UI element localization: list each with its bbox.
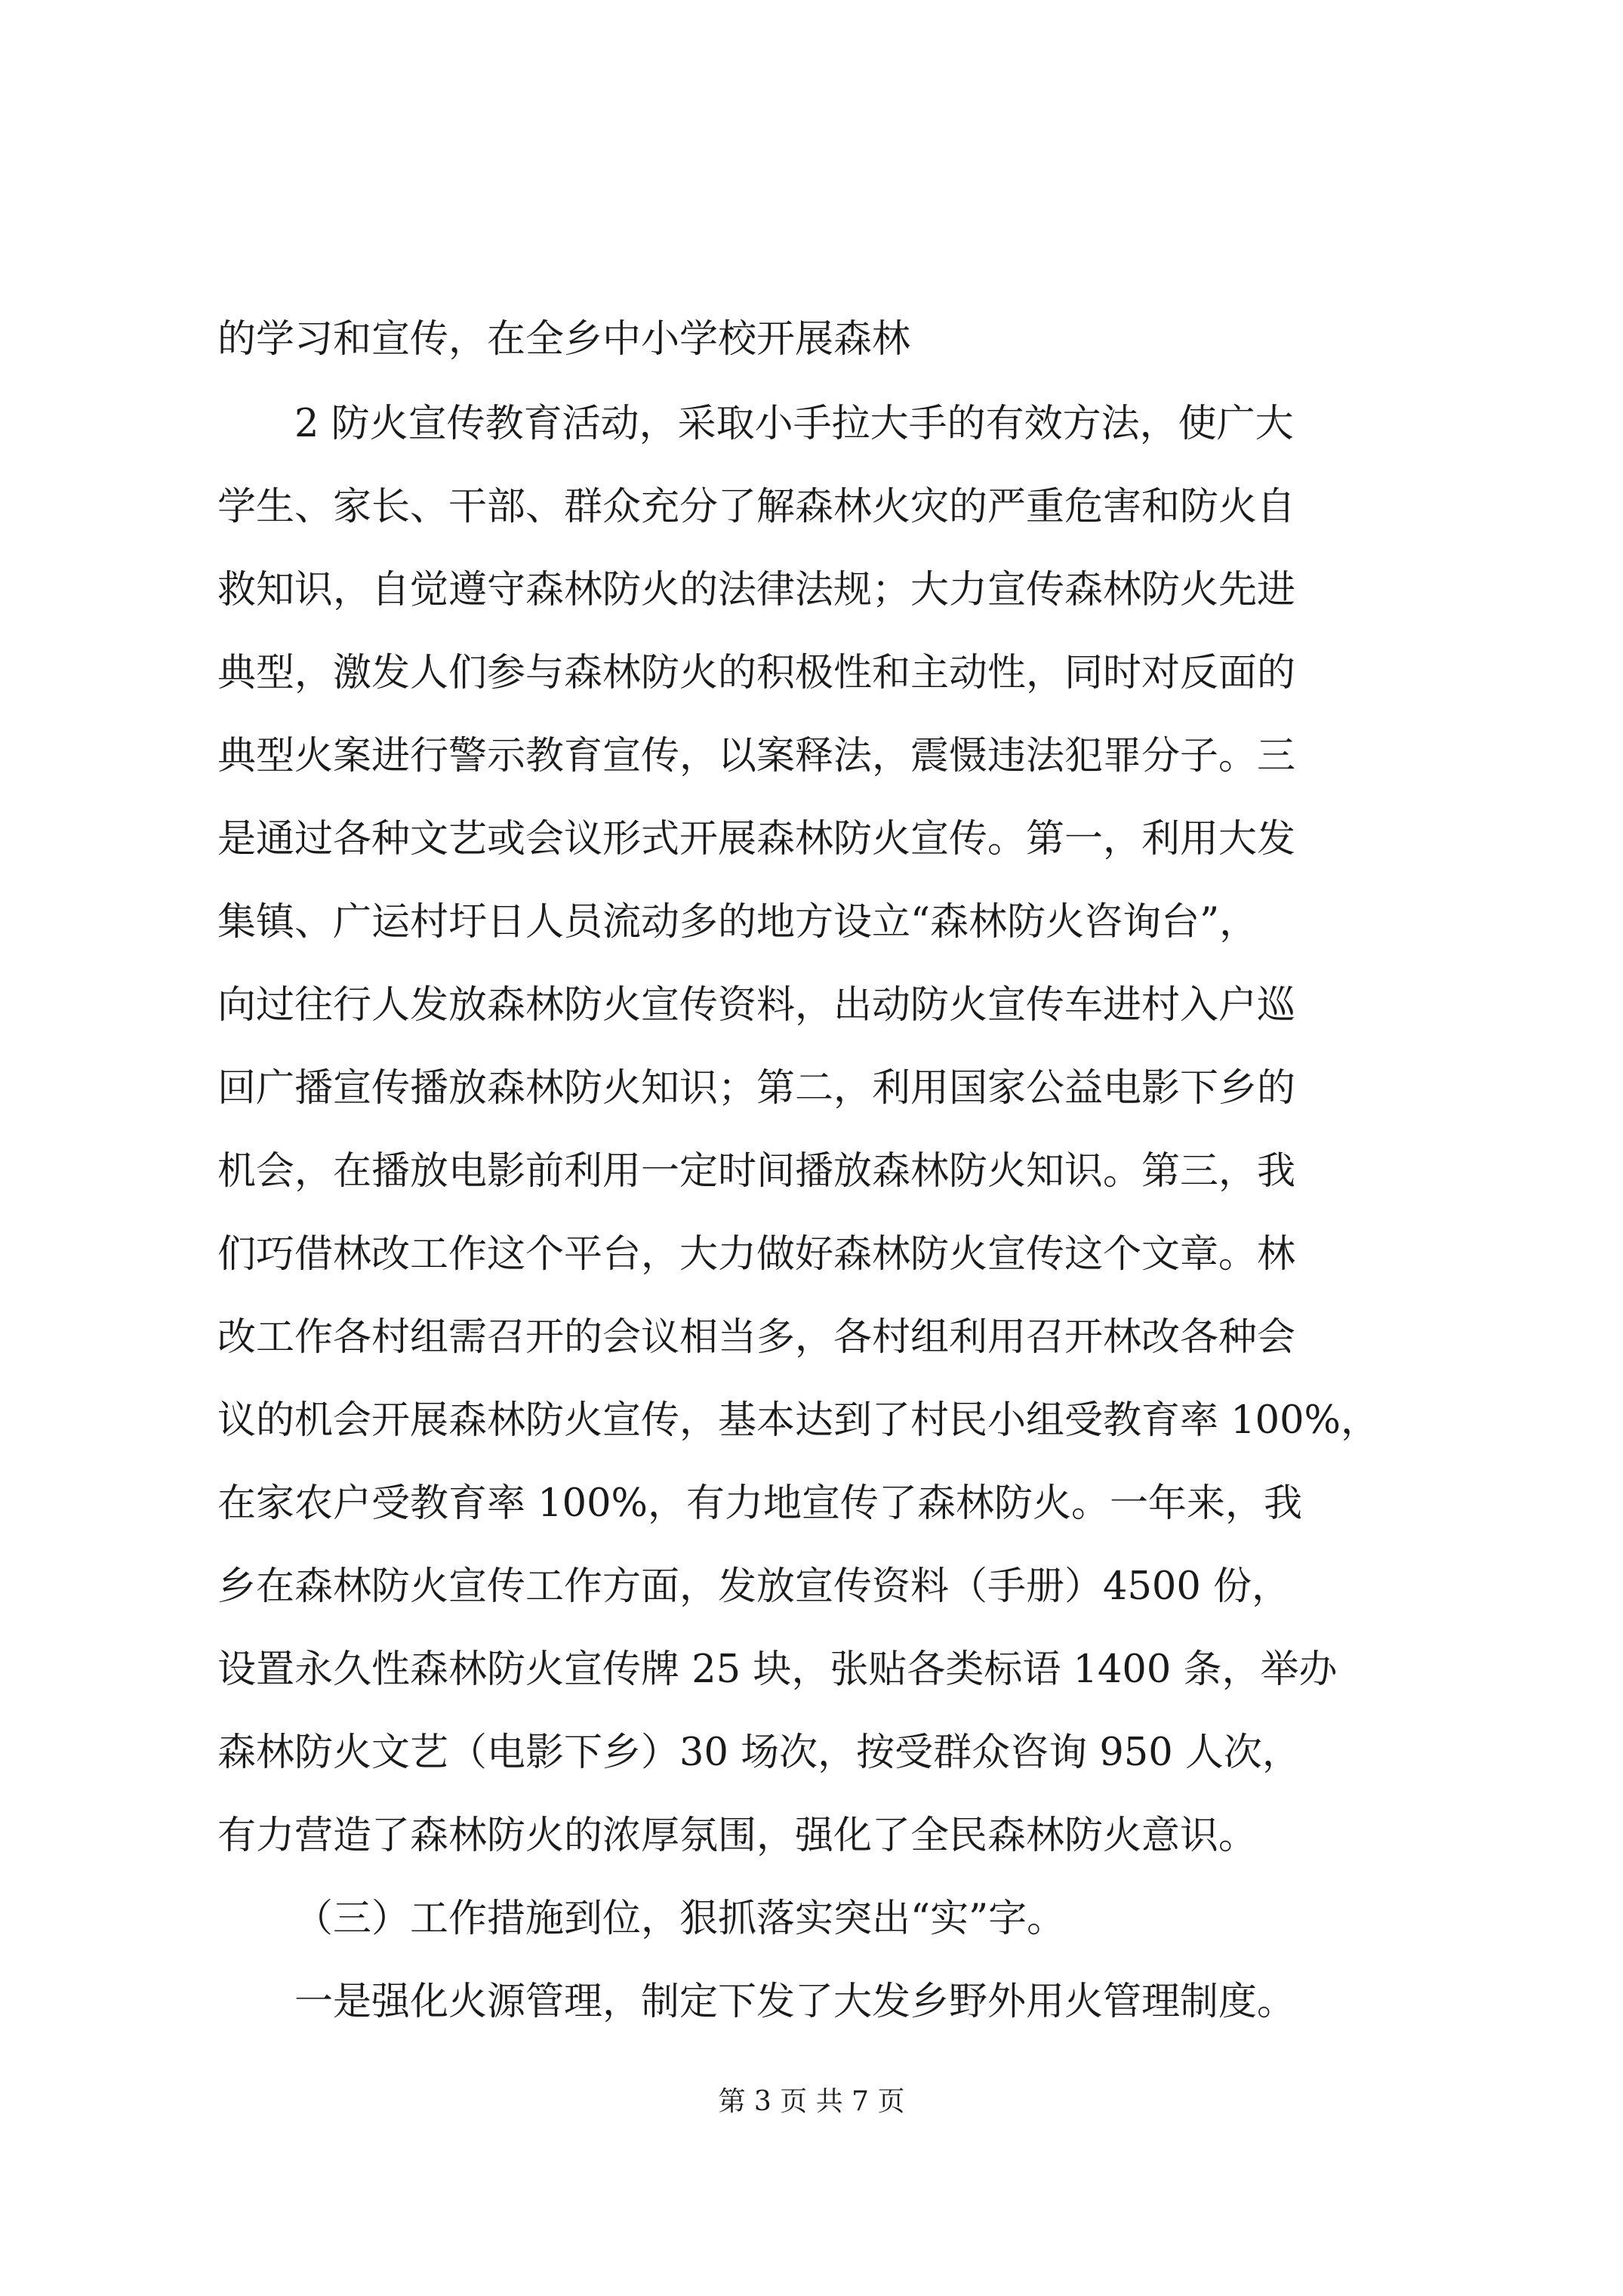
text-line-6: 典型火案进行警示教育宣传，以案释法，震慑违法犯罪分子。三 [217,734,1296,778]
text-line-2: 2 防火宣传教育活动，采取小手拉大手的有效方法，使广大 [294,402,1294,446]
text-line-5: 典型，激发人们参与森林防火的积极性和主动性，同时对反面的 [217,651,1296,695]
text-line-12: 们巧借林改工作这个平台，大力做好森林防火宣传这个文章。林 [217,1232,1296,1277]
text-line-8: 集镇、广运村圩日人员流动多的地方设立“森林防火咨询台”， [217,900,1258,945]
text-line-4: 救知识，自觉遵守森林防火的法律法规；大力宣传森林防火先进 [217,568,1296,612]
text-line-10: 回广播宣传播放森林防火知识；第二，利用国家公益电影下乡的 [217,1066,1296,1111]
section-heading: （三）工作措施到位，狠抓落实突出“实”字。 [294,1897,1066,1941]
text-line-3: 学生、家长、干部、群众充分了解森林火灾的严重危害和防火自 [217,485,1296,529]
text-line-14: 议的机会开展森林防火宣传，基本达到了村民小组受教育率 100%， [217,1398,1380,1443]
text-line-9: 向过往行人发放森林防火宣传资料，出动防火宣传车进村入户巡 [217,983,1296,1028]
text-line-19: 有力营造了森林防火的浓厚氛围，强化了全民森林防火意识。 [217,1814,1258,1858]
text-line-17: 设置永久性森林防火宣传牌 25 块，张贴各类标语 1400 条，举办 [217,1647,1338,1692]
text-line-11: 机会，在播放电影前利用一定时间播放森林防火知识。第三，我 [217,1149,1296,1194]
text-line-7: 是通过各种文艺或会议形式开展森林防火宣传。第一，利用大发 [217,817,1296,861]
text-line-15: 在家农户受教育率 100%，有力地宣传了森林防火。一年来，我 [217,1481,1303,1526]
text-line-21: 一是强化火源管理，制定下发了大发乡野外用火管理制度。 [294,1980,1296,2024]
text-line-1: 的学习和宣传，在全乡中小学校开展森林 [217,317,911,362]
text-line-16: 乡在森林防火宣传工作方面，发放宣传资料（手册）4500 份， [217,1564,1291,1609]
text-line-18: 森林防火文艺（电影下乡）30 场次，按受群众咨询 950 人次， [217,1730,1301,1775]
text-line-13: 改工作各村组需召开的会议相当多，各村组利用召开林改各种会 [217,1315,1296,1360]
page-number-footer: 第 3 页 共 7 页 [718,2086,905,2117]
